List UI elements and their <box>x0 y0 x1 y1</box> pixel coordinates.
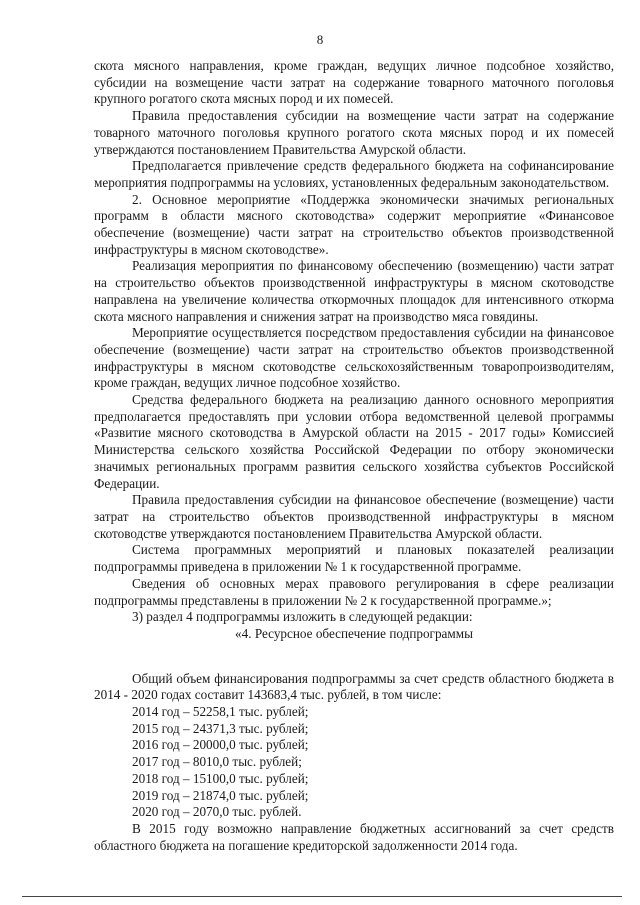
yearly-financing-list <box>94 704 614 821</box>
paragraph: 2. Основное мероприятие «Поддержка экономически значимых региональных программ в области мясного скотоводства» содержит мероприятие «Финансовое обеспечение (возмещение) части затрат на строительство объектов производственной инфраструктуры в мясном скотоводстве». <box>94 191 614 257</box>
paragraph: Реализация мероприятия по финансовому обеспечению (возмещению) части затрат на строительство объектов производственной инфраструктуры в мясном скотоводстве направлена на увеличение количества откормочных площадок для интенсивного откорма скота мясного направления и снижения затрат на производство мяса говядины. <box>94 258 614 324</box>
closing-paragraph: В 2015 году возможно направление бюджетных ассигнований за счет средств областного бюджета на погашение кредиторской задолженности 2014 года. <box>94 820 614 853</box>
year-item: 2014 год – 52258,1 тыс. рублей; <box>132 704 309 720</box>
paragraph: Средства федерального бюджета на реализацию данного основного мероприятия предполагается предоставлять при условии отбора ведомственной целевой программы «Развитие мясного скотоводства в Амурской области на 2015 - 2017 годы» Комиссией Министерства сельского хозяйства Российской Федерации по отбору экономически значимых региональных программ развития сельского хозяйства субъектов Российской Федерации. <box>94 392 614 491</box>
paragraph: Сведения об основных мерах правового регулирования в сфере реализации подпрограммы представлены в приложении № 2 к государственной программе.»; <box>94 575 614 608</box>
year-item: 2020 год – 2070,0 тыс. рублей. <box>132 804 302 820</box>
document-body <box>94 58 614 854</box>
paragraph: скота мясного направления, кроме граждан, ведущих личное подсобное хозяйство, субсидии на возмещение части затрат на содержание товарного маточного поголовья крупного рогатого скота мясных пород и их помесей. <box>94 58 614 107</box>
section-heading: «4. Ресурсное обеспечение подпрограммы <box>235 625 473 641</box>
paragraph: 3) раздел 4 подпрограммы изложить в следующей редакции: <box>132 609 473 625</box>
page-number: 8 <box>316 32 324 47</box>
scan-edge-line <box>22 896 622 897</box>
year-item: 2019 год – 21874,0 тыс. рублей; <box>132 787 309 803</box>
paragraph: Правила предоставления субсидии на возмещение части затрат на содержание товарного маточного поголовья крупного рогатого скота мясных пород и их помесей утверждаются постановлением Правительства Амурской области. <box>94 108 614 157</box>
paragraph: Предполагается привлечение средств федерального бюджета на софинансирование мероприятия подпрограммы на условиях, установленных федеральным законодательством. <box>94 158 614 190</box>
year-item: 2015 год – 24371,3 тыс. рублей; <box>132 720 309 736</box>
financing-intro: Общий объем финансирования подпрограммы за счет средств областного бюджета в 2014 - 2020 годах составит 143683,4 тыс. рублей, в том числе: <box>94 670 614 703</box>
year-item: 2018 год – 15100,0 тыс. рублей; <box>132 770 309 786</box>
paragraph: Система программных мероприятий и плановых показателей реализации подпрограммы приведена в приложении № 1 к государственной программе. <box>94 542 614 575</box>
year-item: 2016 год – 20000,0 тыс. рублей; <box>132 737 309 753</box>
blank-space <box>94 643 614 671</box>
paragraph: Мероприятие осуществляется посредством предоставления субсидии на финансовое обеспечение (возмещение) части затрат на строительство объектов производственной инфраструктуры в мясном скотоводстве сельскохозяйственным товаропроизводителям, кроме граждан, ведущих личное подсобное хозяйство. <box>94 325 614 391</box>
paragraph: Правила предоставления субсидии на финансовое обеспечение (возмещение) части затрат на строительство объектов производственной инфраструктуры в мясном скотоводстве утверждаются постановлением Правительства Амурской области. <box>94 492 614 541</box>
year-item: 2017 год – 8010,0 тыс. рублей; <box>132 754 302 770</box>
paragraph-group <box>94 58 614 626</box>
